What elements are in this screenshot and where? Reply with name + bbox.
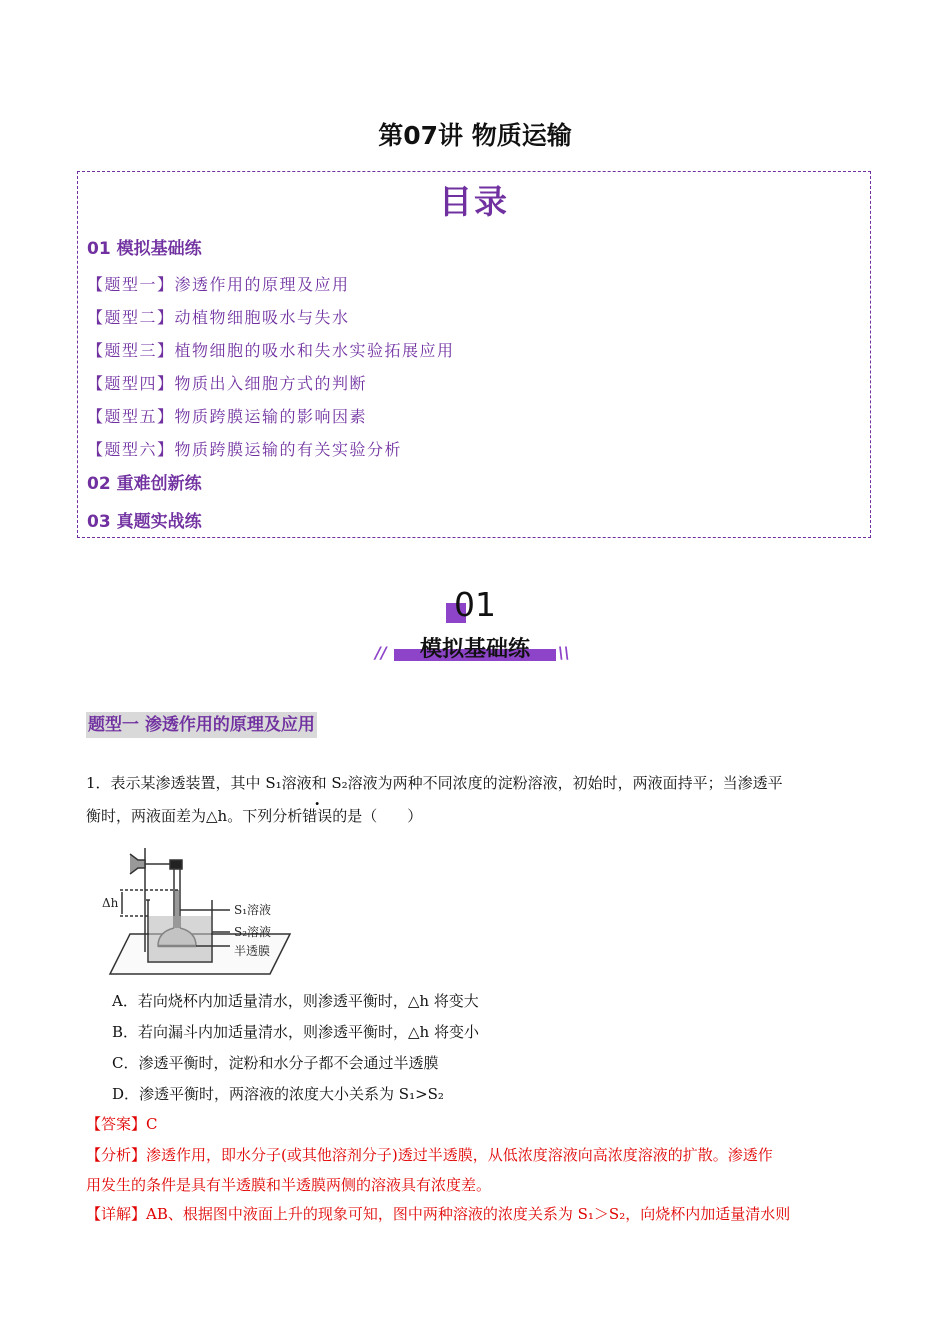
toc-item[interactable]: 【题型四】物质出入细胞方式的判断 [87,374,368,393]
answer-value: C [146,1115,158,1133]
toc-section-3[interactable]: 03 真题实战练 [87,512,202,532]
toc-item[interactable]: 【题型六】物质跨膜运输的有关实验分析 [87,440,403,459]
figure-label-membrane: 半透膜 [234,944,271,958]
detail-line-1 [86,1203,790,1224]
section-banner [370,585,580,675]
analysis-label: 【分析】 [86,1146,147,1164]
banner-title: 模拟基础练 [419,637,530,662]
banner-number: 01 [454,585,496,624]
answer-label: 【答案】 [86,1115,147,1133]
emphasis-text: 错误 [302,807,333,825]
detail-text: AB、根据图中液面上升的现象可知，图中两种溶液的浓度关系为 S₁＞S₂，向烧杯内加适量清水则 [146,1205,791,1223]
option-c: C．渗透平衡时，淀粉和水分子都不会通过半透膜 [112,1054,439,1072]
banner-right-deco: \\ [558,643,570,662]
toc-section-2[interactable]: 02 重难创新练 [87,474,202,494]
detail-label: 【详解】 [86,1205,147,1223]
table-of-contents [77,171,871,538]
toc-item[interactable]: 【题型五】物质跨膜运输的影响因素 [87,407,368,426]
figure-label-s1: S₁溶液 [234,903,272,917]
toc-section-1[interactable]: 01 模拟基础练 [87,239,202,259]
osmosis-apparatus-figure [100,840,300,976]
option-b: B．若向漏斗内加适量清水，则渗透平衡时，△h 将变小 [112,1023,479,1041]
toc-item[interactable]: 【题型二】动植物细胞吸水与失水 [87,308,350,327]
analysis-line-1 [86,1144,773,1165]
analysis-text: 渗透作用，即水分子(或其他溶剂分子)透过半透膜，从低浓度溶液向高浓度溶液的扩散。渗透作 [146,1146,773,1164]
section-tag: 题型一 渗透作用的原理及应用 [86,712,317,738]
option-d: D．渗透平衡时，两溶液的浓度大小关系为 S₁>S₂ [112,1085,444,1103]
question-text: 衡时，两液面差为△h。下列分析 [86,807,303,825]
document-title: 第07讲 物质运输 [378,121,572,150]
answer-line [86,1113,158,1134]
figure-label-s2: S₂溶液 [234,925,272,939]
figure-label-dh: Δh [102,896,119,910]
toc-item[interactable]: 【题型一】渗透作用的原理及应用 [87,275,350,294]
question-line-1: 1．表示某渗透装置，其中 S₁溶液和 S₂溶液为两种不同浓度的淀粉溶液，初始时，两液面持平；当渗透平 [86,774,783,792]
question-line-2 [86,805,422,826]
question-text: 的是（ ） [332,807,423,825]
analysis-line-2: 用发生的条件是具有半透膜和半透膜两侧的溶液具有浓度差。 [86,1176,492,1194]
toc-heading: 目录 [439,182,509,221]
banner-left-deco: // [375,643,387,662]
option-a: A．若向烧杯内加适量清水，则渗透平衡时，△h 将变大 [112,992,479,1010]
toc-item[interactable]: 【题型三】植物细胞的吸水和失水实验拓展应用 [87,341,455,360]
